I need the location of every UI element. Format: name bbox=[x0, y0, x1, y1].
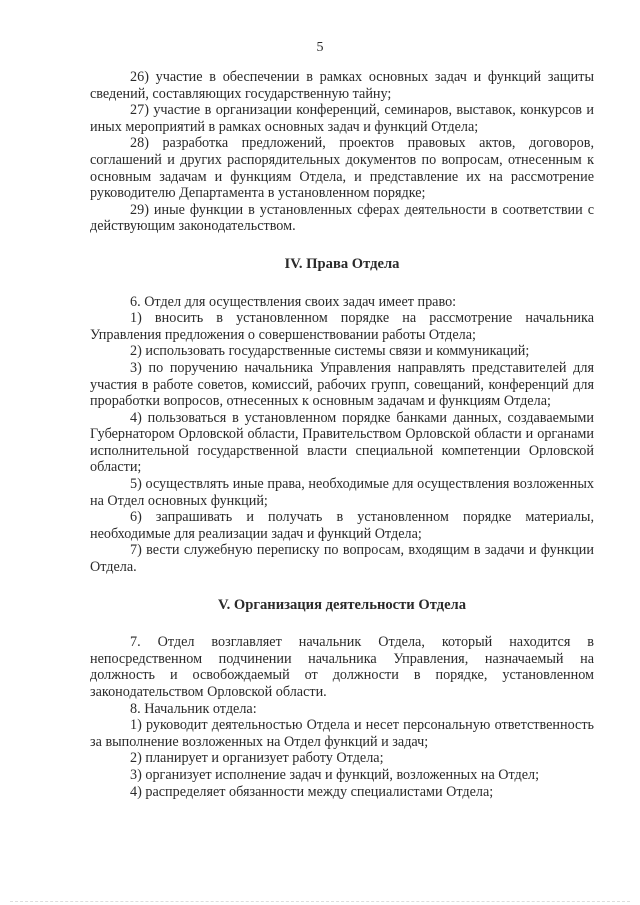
list-item: 2) использовать государственные системы связи и коммуникаций; bbox=[130, 343, 530, 360]
list-item: 4) распределяет обязанности между специалистами Отдела; bbox=[130, 783, 494, 800]
scan-edge-divider bbox=[10, 901, 630, 903]
list-item: 5) осуществлять иные права, необходимые для осуществления возложенных на Отдел основных функций; bbox=[90, 476, 594, 509]
list-item: 3) по поручению начальника Управления направлять представителей для участия в работе советов, комиссий, рабочих групп, совещаний, конференций для проработки вопросов, отнесенных к основным задачам и функциям Отдела; bbox=[90, 359, 594, 410]
list-item: 26) участие в обеспечении в рамках основных задач и функций защиты сведений, составляющих государственную тайну; bbox=[90, 69, 594, 102]
list-item: 29) иные функции в установленных сферах деятельности в соответствии с действующим законодательством. bbox=[90, 201, 594, 235]
page-number: 5 bbox=[316, 40, 324, 55]
list-item: 28) разработка предложений, проектов правовых актов, договоров, соглашений и других распорядительных документов по вопросам, отнесенным к основным задачам и функциям Отдела, и представление их на рассмотрение руководителю Департамента в установленном порядке; bbox=[90, 135, 594, 202]
list-item: 27) участие в организации конференций, семинаров, выставок, конкурсов и иных мероприятий в рамках основных задач и функций Отдела; bbox=[90, 102, 594, 135]
list-item: 7) вести служебную переписку по вопросам, входящим в задачи и функции Отдела. bbox=[90, 542, 594, 576]
list-item: 3) организует исполнение задач и функций, возложенных на Отдел; bbox=[130, 766, 540, 783]
list-item: 6. Отдел для осуществления своих задач имеет право: bbox=[130, 293, 457, 310]
section-heading-rights: IV. Права Отдела bbox=[284, 255, 400, 272]
list-item: 8. Начальник отдела: bbox=[130, 700, 257, 717]
list-item: 2) планирует и организует работу Отдела; bbox=[130, 750, 384, 767]
list-item: 7. Отдел возглавляет начальник Отдела, который находится в непосредственном подчинении начальника Управления, назначаемый на должность и освобождаемый от должности в порядке, установленном законодательством Орловской области. bbox=[90, 634, 594, 700]
document-body bbox=[90, 69, 594, 800]
list-item: 1) руководит деятельностью Отдела и несет персональную ответственность за выполнение возложенных на Отдел функций и задач; bbox=[90, 717, 594, 750]
list-item: 4) пользоваться в установленном порядке банками данных, создаваемыми Губернатором Орловской области, Правительством Орловской области и органами исполнительной государственной власти специальной компетенции Орловской области; bbox=[90, 409, 594, 476]
list-item: 1) вносить в установленном порядке на рассмотрение начальника Управления предложения о совершенствовании работы Отдела; bbox=[90, 310, 594, 343]
section-heading-organization: V. Организация деятельности Отдела bbox=[217, 596, 467, 613]
list-item: 6) запрашивать и получать в установленном порядке материалы, необходимые для реализации задач и функций Отдела; bbox=[90, 509, 594, 542]
